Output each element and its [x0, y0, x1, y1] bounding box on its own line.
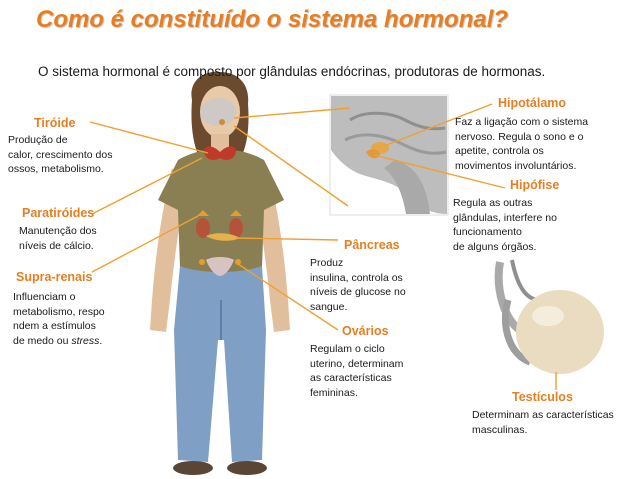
desc-pancreas-line: Produz: [310, 257, 344, 269]
desc-pancreas-line: insulina, controla os: [310, 271, 403, 284]
brain-overlay: [200, 98, 236, 126]
desc-hipotalamo-line: movimentos involuntários.: [455, 159, 577, 172]
desc-hipotalamo-line: nervoso. Regula o sono e o: [455, 130, 584, 143]
desc-ovarios: [310, 342, 403, 400]
left-ovary: [199, 259, 205, 265]
desc-hipotalamo: [455, 115, 588, 173]
testicle-inset: [499, 260, 604, 374]
desc-paratiroides-line: Manutenção dos: [19, 225, 97, 237]
vas-deferens: [512, 260, 540, 300]
desc-suprarrenais-line: [13, 334, 105, 349]
desc-hipotalamo-line: apetite, controla os: [455, 145, 544, 157]
desc-paratiroides-line: níveis de cálcio.: [19, 239, 94, 252]
desc-pancreas-line: níveis de glucose no: [310, 286, 406, 298]
desc-hipofise-line: glândulas, interfere no: [453, 211, 557, 224]
pituitary-dot: [219, 119, 225, 125]
brain-inset: [330, 95, 448, 215]
jeans: [174, 266, 266, 462]
desc-ovarios-line: as características: [310, 372, 392, 384]
label-testiculos: Testículos: [512, 390, 573, 404]
page-title: Como é constituído o sistema hormonal?: [36, 6, 509, 33]
label-hipotalamo: Hipotálamo: [498, 96, 567, 110]
desc-hipofise-line: funcionamento: [453, 226, 522, 238]
desc-ovarios-line: Regulam o ciclo: [310, 343, 385, 355]
desc-suprarrenais-line: Influenciam o: [13, 291, 76, 303]
label-ovarios: Ovários: [342, 324, 389, 338]
person-figure: [150, 72, 290, 475]
desc-testiculos-line: masculinas.: [472, 423, 528, 436]
desc-suprarrenais-period: .: [99, 334, 103, 347]
label-pancreas: Pâncreas: [344, 238, 400, 252]
label-suprarrenais: Supra-renais: [16, 270, 93, 284]
desc-hipofise-line: de alguns órgãos.: [453, 240, 537, 253]
page-subtitle: O sistema hormonal é composto por glândulas endócrinas, produtoras de hormonas.: [38, 64, 546, 79]
desc-suprarrenais-line: ndem a estímulos: [13, 320, 96, 332]
desc-hipofise: [453, 196, 557, 254]
desc-ovarios-line: femininas.: [310, 386, 358, 399]
desc-tiroide-line: ossos, metabolismo.: [8, 163, 104, 175]
testicle-highlight: [532, 306, 564, 326]
right-shoe: [227, 461, 267, 475]
left-kidney: [196, 218, 210, 238]
desc-suprarrenais-text: de medo ou: [13, 334, 72, 347]
desc-pancreas: [310, 256, 406, 314]
desc-tiroide-line: calor, crescimento dos: [8, 148, 113, 161]
desc-testiculos-line: Determinam as características: [472, 409, 614, 421]
label-hipofise: Hipófise: [510, 178, 560, 192]
desc-tiroide-line: Produção de: [8, 134, 68, 146]
desc-testiculos: [472, 408, 614, 437]
desc-suprarrenais-line: metabolismo, respo: [13, 305, 105, 318]
desc-hipotalamo-line: Faz a ligação com o sistema: [455, 116, 589, 128]
desc-suprarrenais: [13, 290, 105, 348]
label-paratiroides: Paratiróides: [22, 206, 95, 220]
desc-tiroide: [8, 133, 112, 177]
desc-ovarios-line: uterino, determinam: [310, 357, 404, 370]
desc-paratiroides: [19, 224, 97, 253]
desc-suprarrenais-stress: stress: [71, 334, 100, 347]
testicle-organ: [516, 290, 604, 374]
desc-hipofise-line: Regula as outras: [453, 197, 533, 209]
desc-pancreas-line: sangue.: [310, 300, 348, 313]
left-shoe: [173, 461, 213, 475]
label-tiroide: Tiróide: [34, 116, 76, 130]
